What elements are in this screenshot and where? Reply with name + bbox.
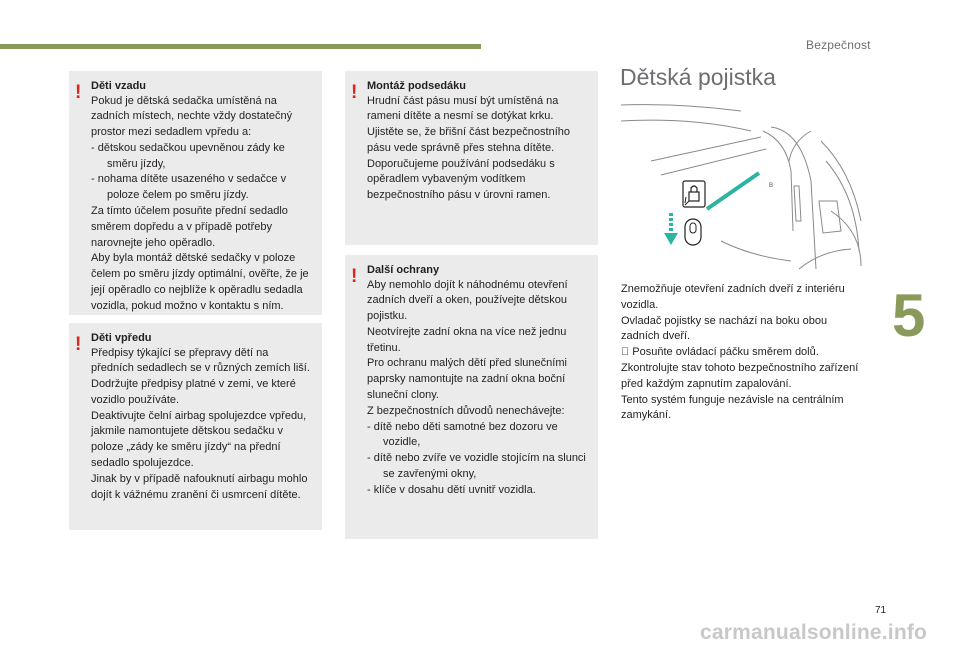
svg-text:B: B (769, 183, 774, 189)
box-title: Montáž podsedáku (367, 80, 467, 92)
chapter-number: 5 (892, 282, 926, 349)
page-number: 71 (875, 605, 887, 616)
body-paragraph: Ovladač pojistky se nachází na boku obou zadních dveří. (621, 314, 828, 343)
warning-icon: ! (75, 334, 82, 355)
child-lock-door-illustration (621, 101, 867, 271)
warning-icon: ! (75, 82, 82, 103)
box-paragraph: Pro ochranu malých dětí před slunečními paprsky namontujte na zadní okna boční sluneční clony. (367, 357, 567, 402)
box-paragraph: Aby byla montáž dětské sedačky v poloze čelem po směru jízdy optimální, ověřte, že je její opěradlo co nejblíže k opěradlu sedadla vozidla, pokud možno v kontaktu s ním. (91, 252, 309, 312)
warning-box-front-children (69, 323, 322, 530)
box-title: Děti vzadu (91, 80, 147, 92)
header-accent-bar (0, 44, 481, 49)
child-lock-description (621, 282, 867, 424)
box-paragraph: Pokud je dětská sedačka umístěná na zadních místech, nechte vždy dostatečný prostor mezi sedadlem vpředu a: (91, 94, 293, 139)
box-list-item: - nohama dítěte usazeného v sedačce v poloze čelem po směru jízdy. (91, 173, 287, 202)
page-title: Dětská pojistka (620, 64, 776, 90)
warning-icon: ! (351, 82, 358, 103)
box-paragraph: Aby nemohlo dojít k náhodnému otevření zadních dveří a oken, používejte dětskou pojistku. (367, 278, 568, 323)
box-paragraph: Z bezpečnostních důvodů nenechávejte: (367, 404, 565, 417)
body-instruction: Posuňte ovládací páčku směrem dolů. (621, 346, 808, 359)
box-paragraph: Jinak by v případě nafouknutí airbagu mohlo dojít k vážnému zranění či usmrcení dítěte. (91, 472, 308, 501)
body-paragraph: Znemožňuje otevření zadních dveří z interiéru vozidla. (621, 283, 845, 311)
box-title: Další ochrany (367, 264, 440, 276)
box-title: Děti vpředu (91, 332, 152, 344)
body-paragraph: Tento systém funguje nezávisle na centrálním zamykání. (621, 393, 844, 422)
box-list-item: - dětskou sedačkou upevněnou zády ke směru jízdy, (91, 141, 285, 170)
warning-icon: ! (351, 266, 358, 287)
box-list-item: - dítě nebo děti samotné bez dozoru ve vozidle, (367, 420, 558, 449)
watermark: carmanualsonline.info (700, 621, 928, 644)
box-paragraph: Za tímto účelem posuňte přední sedadlo směrem dopředu a v případě potřeby narovnejte jeho opěradlo. (91, 205, 288, 249)
box-paragraph: Deaktivujte čelní airbag spolujezdce vpředu, jakmile namontujete dětskou sedačku v poloze „zády ke směru jízdy“ na přední sedadlo spolujezdce. (91, 409, 307, 470)
warning-box-additional-protection (345, 255, 598, 539)
body-paragraph: Zkontrolujte stav tohoto bezpečnostního zařízení před každým zapnutím zapalování. (621, 361, 859, 390)
child-lock-icon (683, 181, 705, 207)
box-list-item: - klíče v dosahu dětí uvnitř vozidla. (367, 483, 536, 496)
box-paragraph: Doporučujeme používání podsedáku s opěradlem vybaveným vodítkem bezpečnostního pásu v úrovni ramen. (367, 157, 555, 202)
lock-lever-icon (685, 219, 701, 245)
box-paragraph: Předpisy týkající se přepravy dětí na předních sedadlech se v různých zemích liší. Dodržujte předpisy platné v zemi, ve které vozidlo používáte. (91, 346, 310, 406)
warning-box-rear-children (69, 71, 322, 315)
warning-box-booster-seat (345, 71, 598, 245)
box-paragraph: Ujistěte se, že břišní část bezpečnostního pásu vede správně přes stehna dítěte. (367, 126, 570, 154)
box-paragraph: Hrudní část pásu musí být umístěná na rameni dítěte a nesmí se dotýkat krku. (367, 94, 559, 123)
child-lock-figure (621, 101, 867, 271)
section-title: Bezpečnost (806, 38, 871, 52)
box-list-item: - dítě nebo zvíře ve vozidle stojícím na slunci se zavřenými okny, (367, 452, 586, 481)
box-paragraph: Neotvírejte zadní okna na více než jednu třetinu. (367, 325, 567, 354)
